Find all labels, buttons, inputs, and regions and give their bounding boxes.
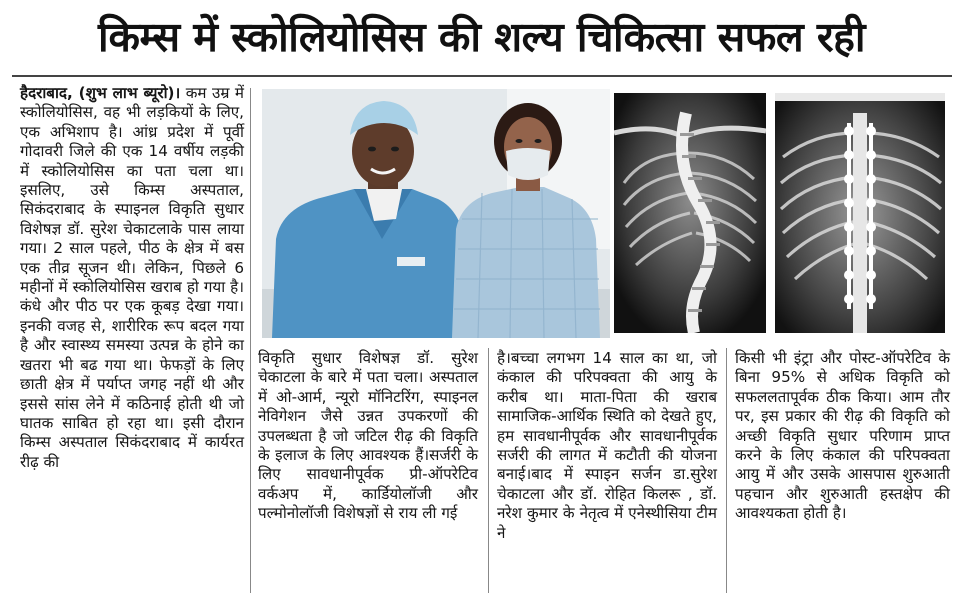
byline: हैदराबाद, (शुभ लाभ ब्यूरो)। — [20, 84, 181, 102]
doctor-and-patient-photo — [262, 89, 610, 338]
column-1-text: कम उम्र में स्कोलियोसिस, वह भी लड़कियों के लिए, एक अभिशाप है। आंध्र प्रदेश में पूर्वी गोदावरी जिले की एक 14 वर्षीय लड़की में स्कोलियोसिस का पता चला था। इसलिए, उसे किम्स अस्पताल, सिकंदराबाद के स्पाइनल विकृति सुधार विशेषज्ञ डॉ. सुरेश चेकाटलाके पास लाया गया। 2 साल पहले, पीठ के क्षेत्र में बस एक तीव्र सूजन थी। लेकिन, पिछले 6 महीनों में स्कोलियोसिस खराब हो गया है। कंधे और पीठ पर एक कूबड़ देखा गया। इनकी वजह से, शारीरिक रूप बदल गया है और स्वास्थ्य समस्या उत्पन्न के होने का खतरा भी बढ गया था। फेफड़ों के लिए छाती क्षेत्र में पर्याप्त जगह नहीं थी और इससे सांस लेने में कठिनाई होती थी जो घातक साबित हो रहा था। इसी दौरान किम्स अस्पताल सिकंदराबाद में कार्यरत रीढ़ की — [20, 84, 245, 471]
column-3-text: है।बच्चा लगभग 14 साल का था, जो कंकाल की परिपक्वता की आयु के करीब था। माता-पिता की खराब सामाजिक-आर्थिक स्थिति को देखते हुए, हम सावधानीपूर्वक और सावधानीपूर्वक सर्जरी की लागत में कटौती की योजना बनाई।बाद में स्पाइन सर्जन डा.सुरेश चेकाटला और डॉ. रोहित किलरू , डॉ. नरेश कुमार के नेतृत्व में एनेस्थीसिया टीम ने — [497, 349, 717, 542]
xray-before-illustration — [614, 93, 766, 333]
spine-xray-before — [614, 93, 766, 333]
column-divider — [726, 348, 727, 593]
column-2-text: विकृति सुधार विशेषज्ञ डॉ. सुरेश चेकाटला के बारे में पता चला। अस्पताल में ओ-आर्म, न्यूरो मॉनिटरिंग, स्पाइनल नेविगेशन जैसे उन्नत उपकरणों की उपलब्धता है जो जटिल रीढ़ की विकृति के इलाज के लिए आवश्यक हैं।सर्जरी के लिए सावधानीपूर्वक प्री-ऑपरेटिव वर्कअप में, कार्डियोलॉजी और पल्मोनोलॉजी विशेषज्ञों से राय ली गई — [258, 349, 478, 523]
headline-rule — [12, 75, 952, 77]
headline: किम्स में स्कोलियोसिस की शल्य चिकित्सा सफल रही — [97, 13, 866, 61]
article-column-4 — [735, 349, 950, 524]
spine-xray-after — [775, 93, 945, 333]
xray-after-illustration — [775, 93, 945, 333]
article-column-2 — [258, 349, 478, 524]
doctor-patient-illustration — [262, 89, 610, 338]
article-column-3 — [497, 349, 717, 543]
column-divider — [250, 88, 251, 593]
column-4-text: किसी भी इंट्रा और पोस्ट-ऑपरेटिव के बिना 95% से अधिक विकृति को सफललतापूर्वक ठीक किया। आम तौर पर, इस प्रकार की रीढ़ की विकृति को अच्छी विकृति सुधार परिणाम प्राप्त करने के लिए कंकाल की परिपक्वता आयु में और उसके आसपास शुरुआती पहचान और शुरुआती हस्तक्षेप की आवश्यकता होती है। — [735, 349, 950, 523]
column-divider — [488, 348, 489, 593]
article-column-1 — [20, 84, 244, 472]
